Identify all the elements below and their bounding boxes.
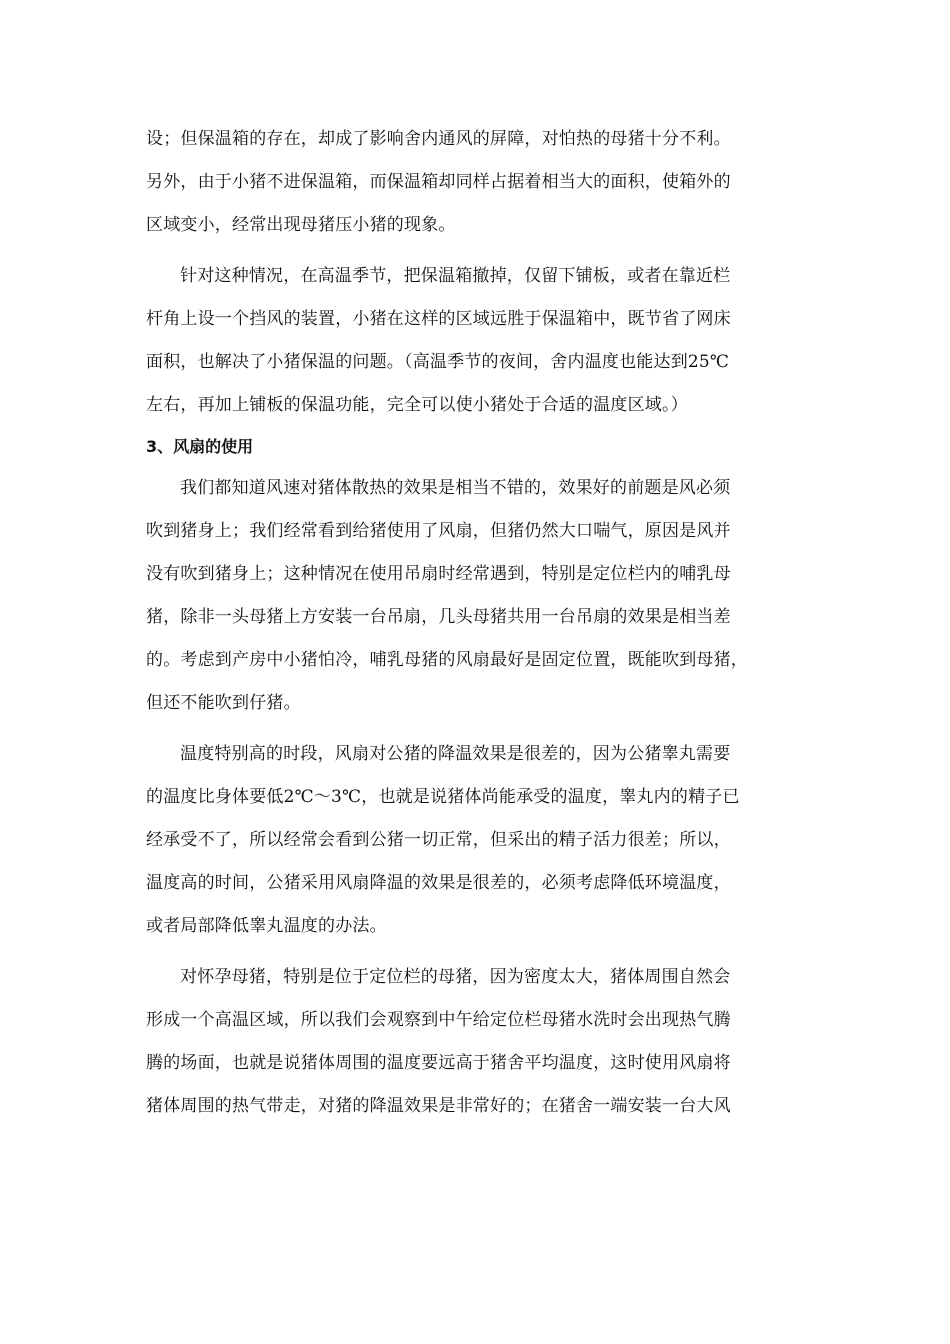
paragraph-line: 针对这种情况，在高温季节，把保温箱撤掉，仅留下铺板，或者在靠近栏 xyxy=(180,266,731,286)
paragraph-line: 我们都知道风速对猪体散热的效果是相当不错的，效果好的前题是风必须 xyxy=(180,478,731,498)
paragraph-line: 温度特别高的时段，风扇对公猪的降温效果是很差的，因为公猪睾丸需要 xyxy=(180,744,731,764)
paragraph-line: 对怀孕母猪，特别是位于定位栏的母猪，因为密度太大，猪体周围自然会 xyxy=(180,967,731,987)
section-heading: 3、风扇的使用 xyxy=(146,437,254,456)
paragraph-line: 或者局部降低睾丸温度的办法。 xyxy=(146,916,387,936)
paragraph-line: 形成一个高温区域，所以我们会观察到中午给定位栏母猪水洗时会出现热气腾 xyxy=(146,1010,731,1030)
paragraph-line: 面积，也解决了小猪保温的问题。（高温季节的夜间，舍内温度也能达到25℃ xyxy=(146,352,730,372)
paragraph-line: 区域变小，经常出现母猪压小猪的现象。 xyxy=(146,215,456,235)
paragraph-line: 经承受不了，所以经常会看到公猪一切正常，但采出的精子活力很差；所以， xyxy=(146,830,731,850)
paragraph-1 xyxy=(146,118,800,247)
paragraph-line: 没有吹到猪身上；这种情况在使用吊扇时经常遇到，特别是定位栏内的哺乳母 xyxy=(146,564,731,584)
paragraph-gap xyxy=(146,247,800,255)
document-page xyxy=(146,118,800,1128)
paragraph-line: 但还不能吹到仔猪。 xyxy=(146,693,301,713)
paragraph-line: 另外，由于小猪不进保温箱，而保温箱却同样占据着相当大的面积，使箱外的 xyxy=(146,172,731,192)
paragraph-line: 杆角上设一个挡风的装置，小猪在这样的区域远胜于保温箱中，既节省了网床 xyxy=(146,309,731,329)
paragraph-line: 设；但保温箱的存在，却成了影响舍内通风的屏障，对怕热的母猪十分不利。 xyxy=(146,129,731,149)
paragraph-line: 温度高的时间，公猪采用风扇降温的效果是很差的，必须考虑降低环境温度， xyxy=(146,873,731,893)
paragraph-line: 的温度比身体要低2℃～3℃，也就是说猪体尚能承受的温度，睾丸内的精子已 xyxy=(146,787,740,807)
paragraph-line: 腾的场面，也就是说猪体周围的温度要远高于猪舍平均温度，这时使用风扇将 xyxy=(146,1053,731,1073)
section-paragraph-1 xyxy=(146,467,800,725)
paragraph-gap xyxy=(146,948,800,956)
paragraph-2 xyxy=(146,255,800,427)
paragraph-line: 猪体周围的热气带走，对猪的降温效果是非常好的；在猪舍一端安装一台大风 xyxy=(146,1096,731,1116)
paragraph-gap xyxy=(146,725,800,733)
paragraph-line: 左右，再加上铺板的保温功能，完全可以使小猪处于合适的温度区域。） xyxy=(146,395,688,415)
paragraph-line: 猪，除非一头母猪上方安装一台吊扇，几头母猪共用一台吊扇的效果是相当差 xyxy=(146,607,731,627)
section-paragraph-2 xyxy=(146,733,800,948)
section-paragraph-3 xyxy=(146,956,800,1128)
paragraph-line: 吹到猪身上；我们经常看到给猪使用了风扇，但猪仍然大口喘气，原因是风并 xyxy=(146,521,731,541)
paragraph-line: 的。考虑到产房中小猪怕冷，哺乳母猪的风扇最好是固定位置，既能吹到母猪， xyxy=(146,650,748,670)
